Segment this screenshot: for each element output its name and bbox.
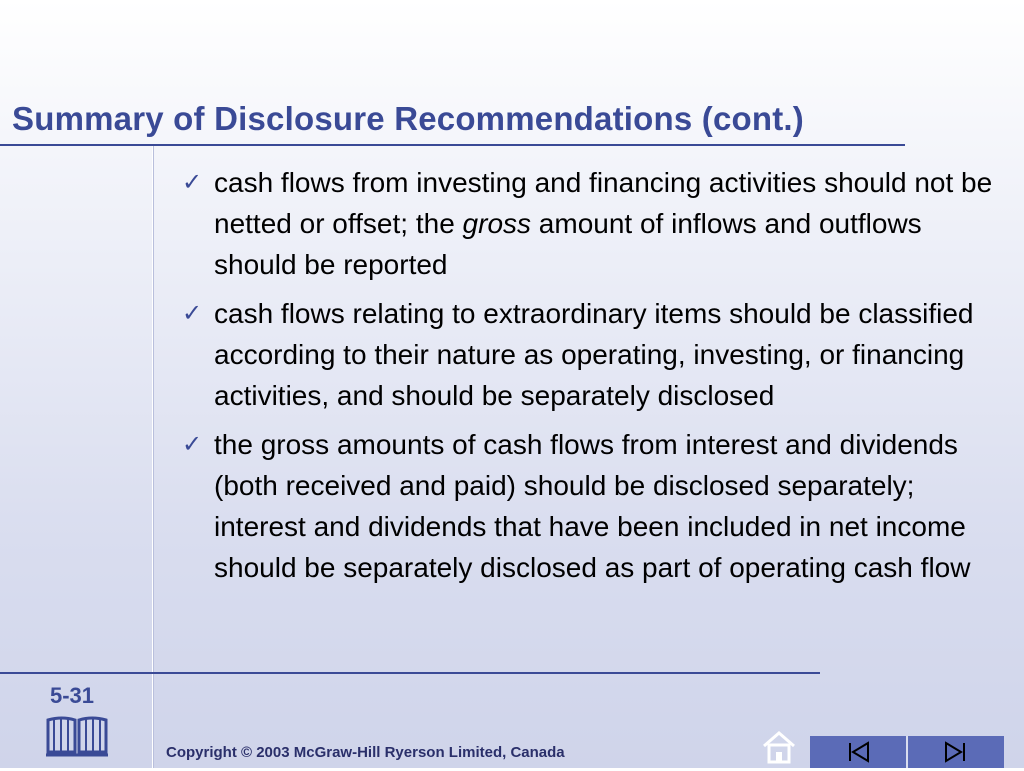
slide-number: 5-31 [50,683,95,708]
bullet-text: cash flows relating to extraordinary items should be classified according to their nature as operating, investing, or financing activities, and should be separately disclosed [214,298,974,411]
last-slide-button[interactable] [906,736,1004,768]
bullet-item [182,424,1002,588]
first-slide-button[interactable] [810,736,906,768]
bullet-text: the gross amounts of cash flows from interest and dividends (both received and paid) should be disclosed separately; interest and dividends that have been included in net income should be separately disclosed as part of operating cash flow [214,429,971,583]
slide-title: Summary of Disclosure Recommendations (cont.) [12,100,804,137]
checkmark-icon: ✓ [182,168,203,196]
home-icon[interactable] [760,728,798,771]
first-slide-icon [843,740,873,764]
bullet-text-start: cash flows from investing and financing activities should not be netted or offset; the [214,167,993,239]
title-divider [0,144,905,146]
bullet-item [182,293,1002,416]
bullet-text-end: amount of inflows and outflows should be reported [214,208,922,280]
last-slide-icon [941,740,971,764]
bullet-text-emphasis: gross [462,208,532,239]
left-panel-divider-shadow [153,146,154,768]
copyright-notice: Copyright © 2003 McGraw-Hill Ryerson Limited, Canada [166,744,565,761]
bullet-item [182,162,1002,285]
slide-navigation-bar [810,736,1004,768]
footer-divider [0,672,820,674]
bullet-list [182,162,1002,596]
checkmark-icon: ✓ [182,430,203,458]
checkmark-icon: ✓ [182,299,203,327]
book-icon [44,714,110,763]
